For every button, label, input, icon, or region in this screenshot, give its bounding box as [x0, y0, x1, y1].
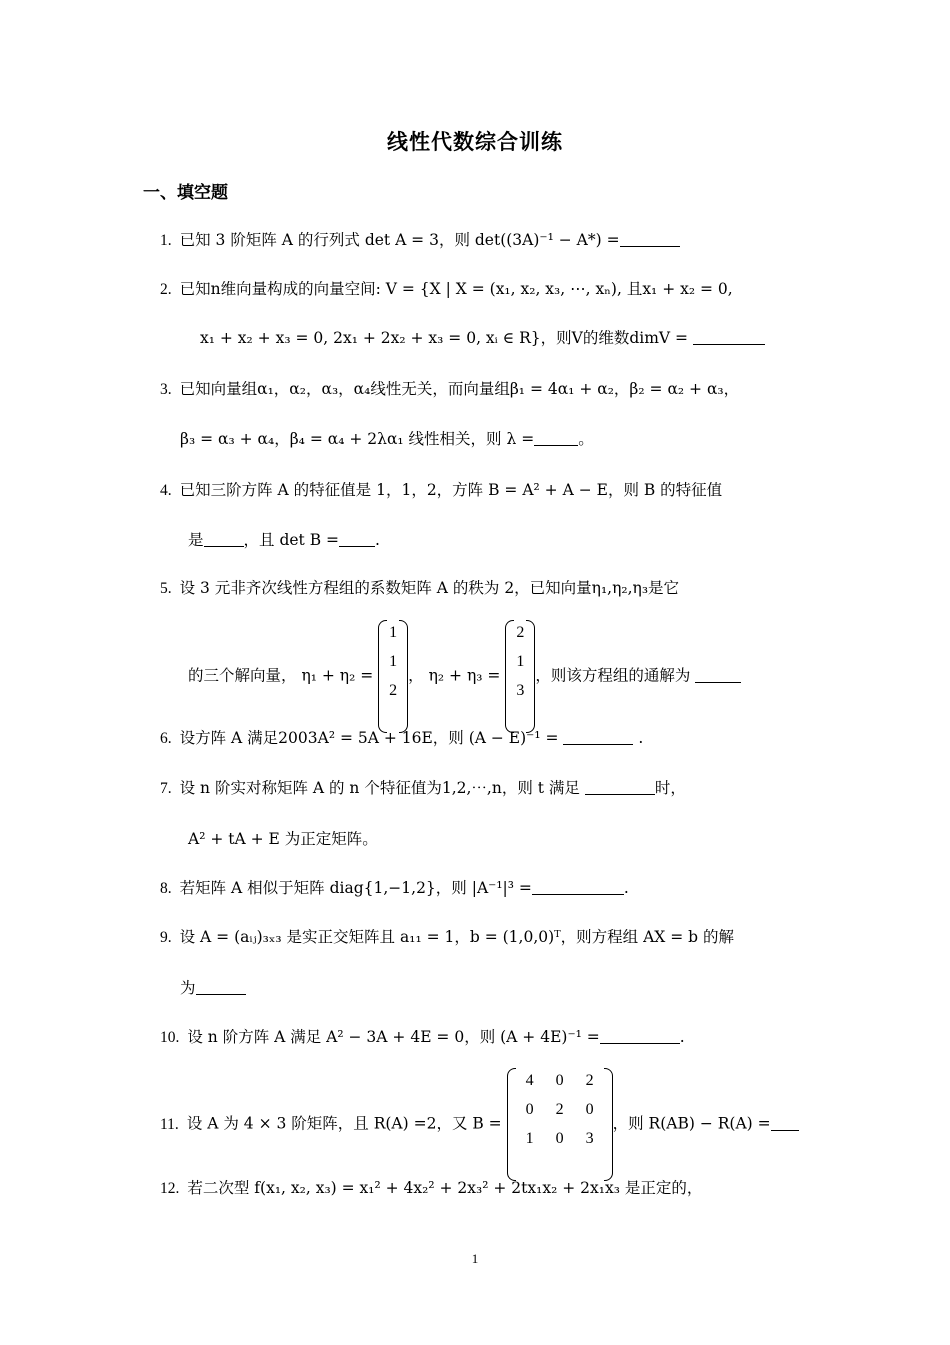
- question-2: [160, 277, 733, 302]
- question-3-continued: [180, 427, 594, 451]
- answer-blank[interactable]: [695, 668, 741, 683]
- answer-blank[interactable]: [534, 431, 578, 446]
- question-text: ，则该方程组的通解为: [535, 666, 691, 685]
- question-text: 设 3 元非齐次线性方程组的系数矩阵 A 的秩为 2，已知向量η₁,η₂,η₃是它: [179, 579, 680, 597]
- question-5-continued: [188, 618, 741, 735]
- question-6: [160, 726, 643, 751]
- matrix-entry: 1: [525, 1130, 534, 1147]
- question-12: [160, 1176, 702, 1201]
- question-11: [160, 1066, 799, 1183]
- question-number: 9.: [160, 929, 172, 946]
- punctuation: 。: [578, 430, 594, 448]
- question-text: 时，: [654, 779, 686, 797]
- question-9-continued: [180, 976, 246, 1000]
- matrix-entry: 0: [585, 1101, 594, 1118]
- answer-blank[interactable]: [585, 780, 655, 795]
- punctuation: .: [375, 531, 380, 549]
- question-text: A² + tA + E 为正定矩阵。: [188, 830, 378, 848]
- question-10: [160, 1025, 685, 1050]
- answer-blank[interactable]: [339, 532, 375, 547]
- question-number: 3.: [160, 381, 172, 398]
- punctuation: .: [623, 879, 629, 897]
- matrix-entry: 0: [555, 1130, 564, 1147]
- question-number: 2.: [160, 281, 172, 298]
- section-heading: 一、填空题: [143, 183, 228, 203]
- question-2-continued: [200, 326, 765, 350]
- matrix-b: [507, 1066, 613, 1183]
- question-text: ，则 R(AB) − R(A) =: [612, 1114, 771, 1133]
- question-text: 为: [180, 979, 196, 997]
- question-text: 设 A = (aᵢⱼ)₃ₓ₃ 是实正交矩阵且 a₁₁ = 1，b = (1,0,0)ᵀ，则方程组 AX = b 的解: [179, 928, 735, 946]
- answer-blank[interactable]: [532, 880, 624, 895]
- vector-entry: 1: [389, 624, 398, 641]
- punctuation: .: [679, 1028, 685, 1046]
- question-number: 12.: [160, 1180, 180, 1197]
- vector-entry: 3: [516, 682, 525, 699]
- question-text: 设 A 为 4 × 3 阶矩阵，且 R(A) =2，又 B =: [186, 1114, 502, 1133]
- vector-entry: 2: [389, 682, 398, 699]
- vector-1: [378, 618, 408, 735]
- question-text: 设 n 阶实对称矩阵 A 的 n 个特征值为1,2,⋯,n，则 t 满足: [179, 779, 580, 797]
- equation-label: η₁ + η₂ =: [301, 666, 374, 685]
- question-text: 已知n维向量构成的向量空间: V = {X | X = (x₁, x₂, x₃, ⋯, xₙ), 且x₁ + x₂ = 0,: [179, 280, 733, 298]
- answer-blank[interactable]: [693, 330, 765, 345]
- question-4-continued: [188, 528, 380, 552]
- question-text: 若二次型 f(x₁, x₂, x₃) = x₁² + 4x₂² + 2x₃² + 2tx₁x₂ + 2x₁x₃ 是正定的，: [187, 1179, 703, 1197]
- page-title: 线性代数综合训练: [387, 130, 563, 154]
- question-1: [160, 228, 680, 253]
- question-text: 设方阵 A 满足2003A² = 5A + 16E，则 (A − E)⁻¹ =: [179, 729, 559, 747]
- question-8: [160, 876, 629, 901]
- question-7-continued: [188, 827, 378, 851]
- question-number: 8.: [160, 880, 172, 897]
- matrix-entry: 0: [555, 1072, 564, 1089]
- question-text: 若矩阵 A 相似于矩阵 diag{1,−1,2}，则 |A⁻¹|³ =: [179, 879, 532, 897]
- vector-2: [505, 618, 535, 735]
- question-text: 设 n 阶方阵 A 满足 A² − 3A + 4E = 0，则 (A + 4E)⁻¹ =: [187, 1028, 600, 1046]
- answer-blank[interactable]: [204, 532, 244, 547]
- question-5: [160, 576, 679, 601]
- answer-blank[interactable]: [620, 232, 680, 247]
- punctuation: ，: [408, 666, 424, 685]
- question-number: 1.: [160, 232, 172, 249]
- question-text: 已知 3 阶矩阵 A 的行列式 det A = 3，则 det((3A)⁻¹ − A*) =: [179, 231, 620, 249]
- question-4: [160, 478, 722, 503]
- question-text: 的三个解向量，: [188, 666, 297, 685]
- question-number: 5.: [160, 580, 172, 597]
- matrix-entry: 2: [585, 1072, 594, 1089]
- answer-blank[interactable]: [196, 980, 246, 995]
- matrix-entry: 0: [525, 1101, 534, 1118]
- matrix-entry: 4: [525, 1072, 534, 1089]
- answer-blank[interactable]: [600, 1029, 680, 1044]
- equation-label: η₂ + η₃ =: [428, 666, 501, 685]
- vector-entry: 2: [516, 624, 525, 641]
- question-text: 是: [188, 531, 204, 549]
- question-7: [160, 776, 686, 801]
- matrix-entry: 2: [555, 1101, 564, 1118]
- question-number: 6.: [160, 730, 172, 747]
- page-number: 1: [471, 1251, 479, 1266]
- vector-entry: 1: [516, 653, 525, 670]
- question-text: x₁ + x₂ + x₃ = 0, 2x₁ + 2x₂ + x₃ = 0, xᵢ ∈ R}，则V的维数dimV =: [200, 329, 689, 347]
- question-3: [160, 377, 739, 402]
- question-9: [160, 925, 734, 950]
- answer-blank[interactable]: [563, 730, 633, 745]
- answer-blank[interactable]: [771, 1116, 799, 1131]
- question-text: ，且 det B =: [243, 531, 339, 549]
- question-number: 11.: [160, 1115, 179, 1133]
- question-text: β₃ = α₃ + α₄，β₄ = α₄ + 2λα₁ 线性相关，则 λ =: [180, 430, 535, 448]
- vector-entry: 1: [389, 653, 398, 670]
- matrix-entry: 3: [585, 1130, 594, 1147]
- question-text: 已知向量组α₁，α₂，α₃，α₄线性无关，而向量组β₁ = 4α₁ + α₂，β₂ = α₂ + α₃，: [179, 380, 740, 398]
- question-number: 7.: [160, 780, 172, 797]
- question-number: 4.: [160, 482, 172, 499]
- question-text: 已知三阶方阵 A 的特征值是 1，1，2，方阵 B = A² + A − E，则 B 的特征值: [179, 481, 723, 499]
- punctuation: .: [638, 729, 644, 747]
- question-number: 10.: [160, 1029, 180, 1046]
